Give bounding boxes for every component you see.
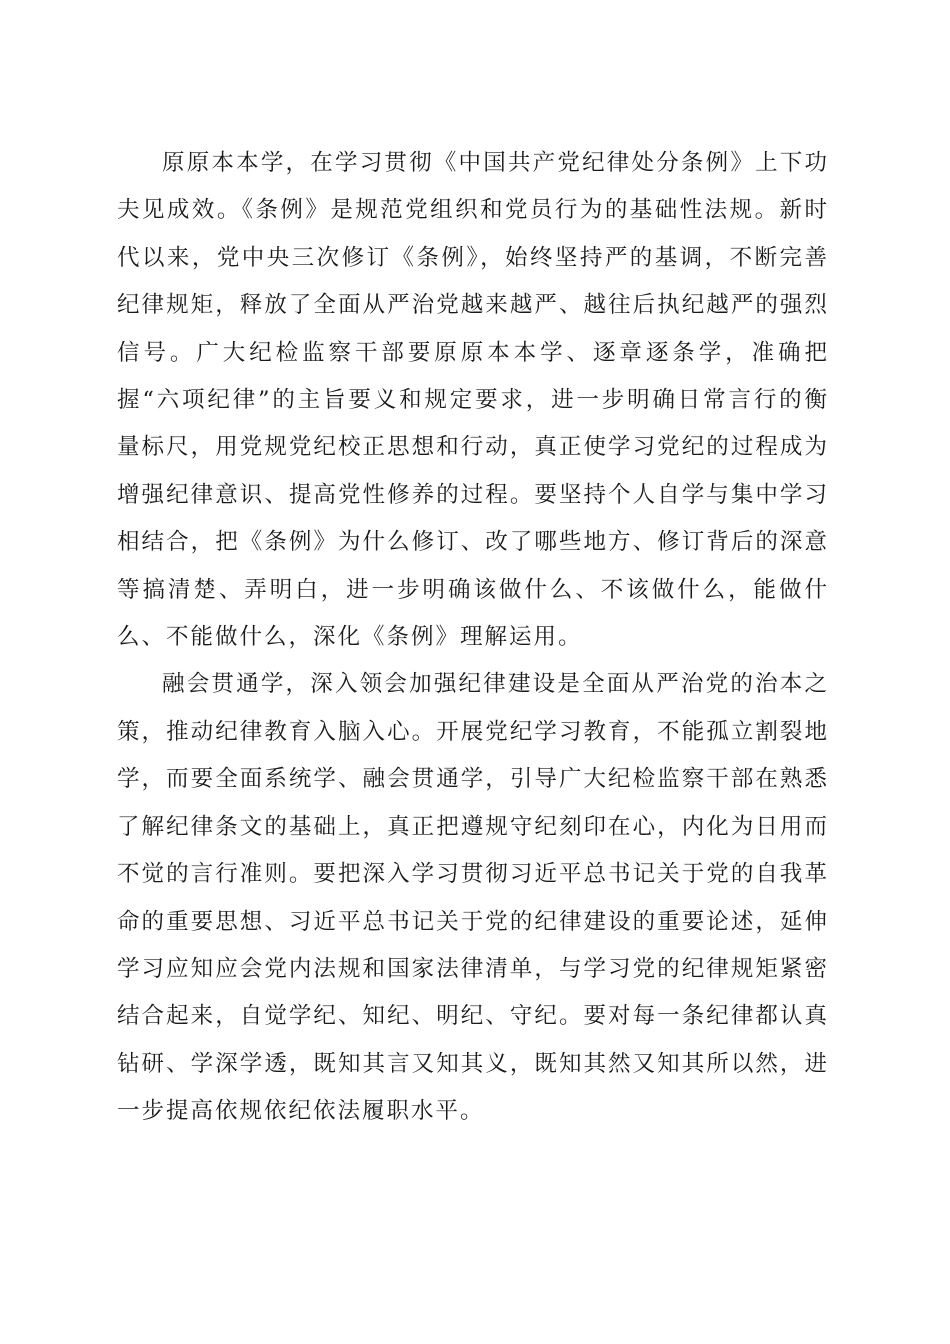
document-body xyxy=(117,140,829,1136)
paragraph-study-regulations: 原原本本学，在学习贯彻《中国共产党纪律处分条例》上下功夫见成效。《条例》是规范党组织和党员行为的基础性法规。新时代以来，党中央三次修订《条例》，始终坚持严的基调，不断完善纪律规矩，释放了全面从严治党越来越严、越往后执纪越严的强烈信号。广大纪检监察干部要原原本本学、逐章逐条学，准确把握“六项纪律”的主旨要义和规定要求，进一步明确日常言行的衡量标尺，用党规党纪校正思想和行动，真正使学习党纪的过程成为增强纪律意识、提高党性修养的过程。要坚持个人自学与集中学习相结合，把《条例》为什么修订、改了哪些地方、修订背后的深意等搞清楚、弄明白，进一步明确该做什么、不该做什么，能做什么、不能做什么，深化《条例》理解运用。 xyxy=(117,150,829,651)
paragraph-integrated-study: 融会贯通学，深入领会加强纪律建设是全面从严治党的治本之策，推动纪律教育入脑入心。开展党纪学习教育，不能孤立割裂地学，而要全面系统学、融会贯通学，引导广大纪检监察干部在熟悉了解纪律条文的基础上，真正把遵规守纪刻印在心，内化为日用而不觉的言行准则。要把深入学习贯彻习近平总书记关于党的自我革命的重要思想、习近平总书记关于党的纪律建设的重要论述，延伸学习应知应会党内法规和国家法律清单，与学习党的纪律规矩紧密结合起来，自觉学纪、知纪、明纪、守纪。要对每一条纪律都认真钻研、学深学透，既知其言又知其义，既知其然又知其所以然，进一步提高依规依纪依法履职水平。 xyxy=(117,671,829,1125)
